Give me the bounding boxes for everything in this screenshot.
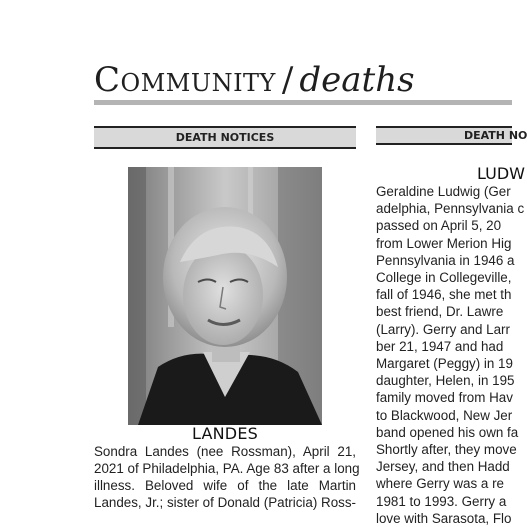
body-line: 2021 of Philadelphia, PA. Age 83 after a long <box>94 461 360 476</box>
body-line: Margaret (Peggy) in 19 <box>376 356 513 372</box>
body-line: Pennsylvania in 1946 a <box>376 252 515 268</box>
body-line: band opened his own fa <box>376 424 519 440</box>
body-line: College in Collegeville, <box>376 270 512 286</box>
obituary-photo <box>128 167 322 425</box>
body-line: Jersey, and then Hadd <box>376 459 510 475</box>
body-line: illness. Beloved wife of the late Martin <box>94 478 356 493</box>
header-rule <box>94 100 512 105</box>
page-header <box>94 56 512 106</box>
body-line: family moved from Hav <box>376 390 513 406</box>
body-line: best friend, Dr. Lawre <box>376 304 504 320</box>
body-line: to Blackwood, New Jer <box>376 407 513 423</box>
obituary-name-2: LUDW <box>477 164 525 183</box>
body-line: (Larry). Gerry and Larr <box>376 321 510 337</box>
body-line: adelphia, Pennsylvania c <box>376 201 525 217</box>
body-line: Landes, Jr.; sister of Donald (Patricia) Ross- <box>94 495 356 510</box>
page-title <box>94 60 415 100</box>
obituary-body-2 <box>376 183 525 527</box>
death-notices-label: DEATH NOTICES <box>94 126 356 149</box>
title-separator: / <box>281 60 294 100</box>
body-line: Sondra Landes (nee Rossman), April 21, <box>94 444 356 459</box>
body-line: Shortly after, they move <box>376 442 517 458</box>
body-line: where Gerry was a re <box>376 476 504 492</box>
body-line: 1981 to 1993. Gerry a <box>376 493 507 509</box>
body-line: from Lower Merion Hig <box>376 235 512 251</box>
body-line: love with Sarasota, Flo <box>376 510 512 526</box>
portrait-image <box>128 167 322 425</box>
body-line: daughter, Helen, in 195 <box>376 373 515 389</box>
obituary-body <box>94 443 360 511</box>
body-line: ber 21, 1947 and had <box>376 338 504 354</box>
section-title: Community <box>94 60 276 100</box>
body-line: passed on April 5, 20 <box>376 218 502 234</box>
body-line: fall of 1946, she met th <box>376 287 512 303</box>
obituary-name: LANDES <box>192 424 258 443</box>
death-notices-label-2: DEATH NO <box>376 126 512 145</box>
section-subtitle: deaths <box>299 60 415 100</box>
body-line: Geraldine Ludwig (Ger <box>376 184 511 199</box>
